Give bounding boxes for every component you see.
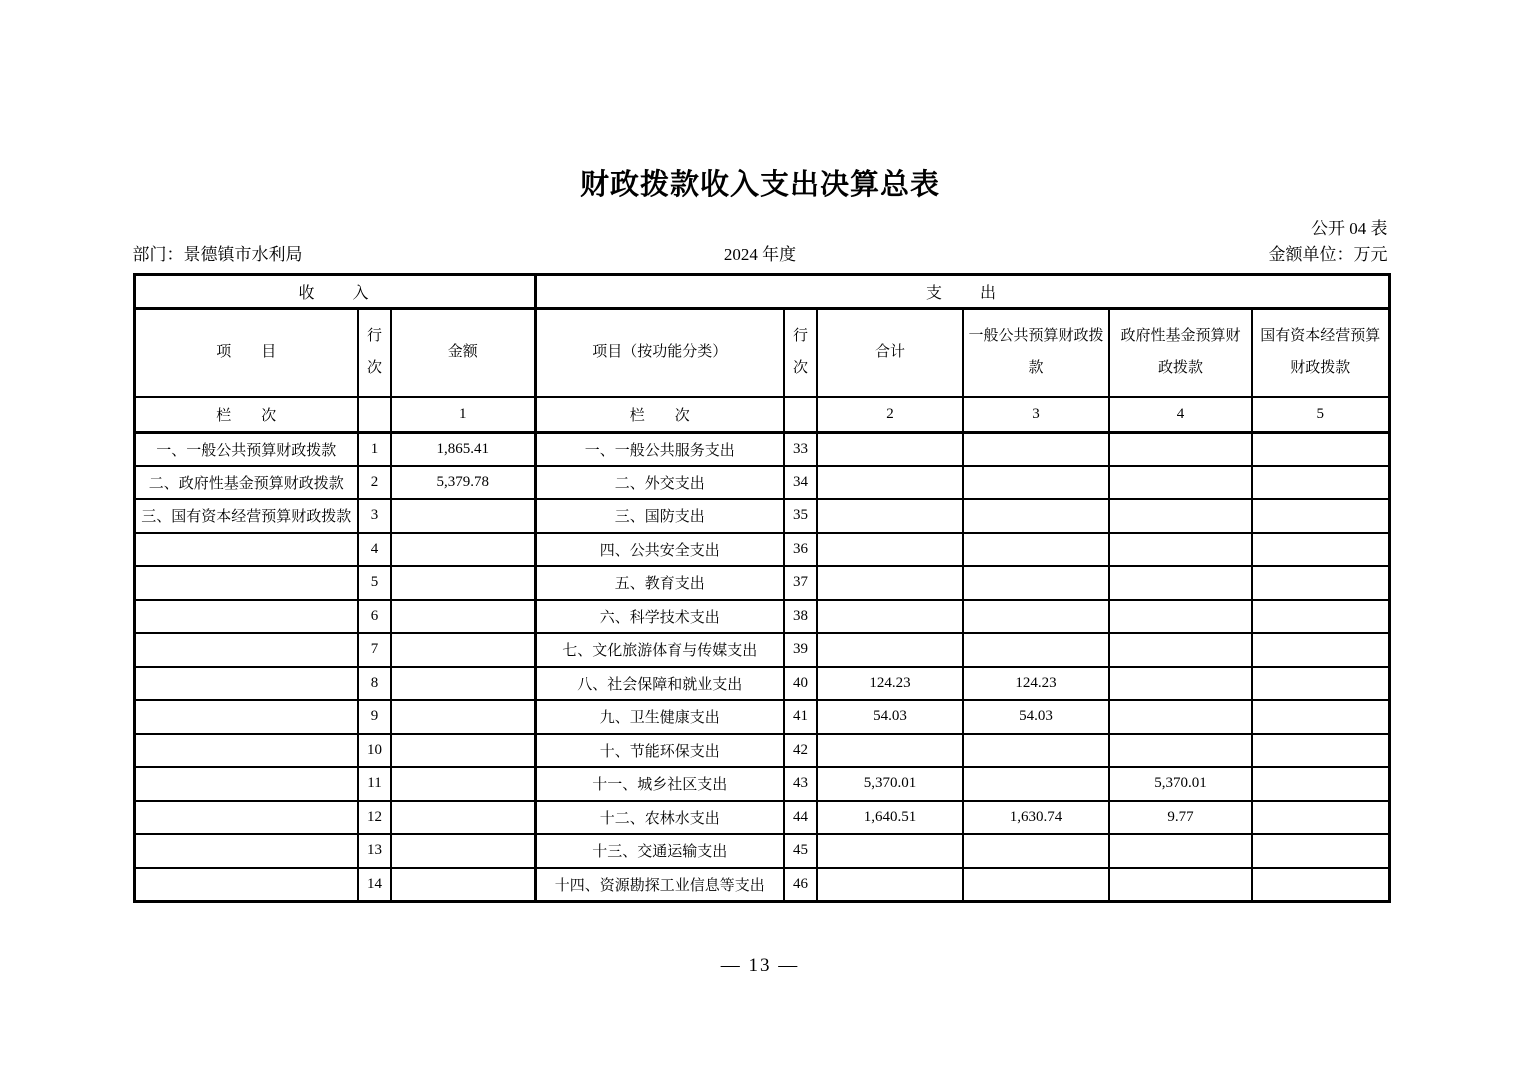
income-amount-cell <box>391 533 535 567</box>
income-item-cell <box>134 600 358 634</box>
expense-line-no-cell: 39 <box>784 633 817 667</box>
general-budget-cell <box>963 868 1109 902</box>
income-amount-cell <box>391 700 535 734</box>
state-capital-cell <box>1252 432 1389 466</box>
income-line-no-cell: 8 <box>358 667 391 701</box>
income-line-no-cell: 12 <box>358 801 391 835</box>
state-capital-cell <box>1252 633 1389 667</box>
table-row <box>134 633 1389 667</box>
table-row <box>134 432 1389 466</box>
expense-item-cell: 十四、资源勘探工业信息等支出 <box>535 868 784 902</box>
income-line-no-cell: 4 <box>358 533 391 567</box>
table-row <box>134 767 1389 801</box>
table-row <box>134 566 1389 600</box>
col-header-general-budget: 一般公共预算财政拨款 <box>963 308 1109 397</box>
general-budget-cell: 1,630.74 <box>963 801 1109 835</box>
income-item-cell <box>134 734 358 768</box>
section-header-row <box>134 274 1389 308</box>
table-row <box>134 700 1389 734</box>
income-line-no-cell: 6 <box>358 600 391 634</box>
column-index-cell: 2 <box>817 397 963 433</box>
total-cell <box>817 834 963 868</box>
state-capital-cell <box>1252 667 1389 701</box>
expense-line-no-cell: 42 <box>784 734 817 768</box>
document-page <box>133 0 1388 977</box>
state-capital-cell <box>1252 466 1389 500</box>
gov-fund-cell <box>1109 566 1252 600</box>
table-code-label: 公开 04 表 <box>1311 219 1388 239</box>
income-line-no-cell: 5 <box>358 566 391 600</box>
expense-item-cell: 十三、交通运输支出 <box>535 834 784 868</box>
income-item-cell <box>134 566 358 600</box>
amount-unit-label: 金额单位：万元 <box>1268 244 1388 264</box>
income-line-no-cell: 2 <box>358 466 391 500</box>
state-capital-cell <box>1252 767 1389 801</box>
table-row <box>134 868 1389 902</box>
gov-fund-cell <box>1109 700 1252 734</box>
income-item-cell <box>134 633 358 667</box>
state-capital-cell <box>1252 834 1389 868</box>
expense-item-cell: 十、节能环保支出 <box>535 734 784 768</box>
expense-item-cell: 二、外交支出 <box>535 466 784 500</box>
table-row <box>134 801 1389 835</box>
column-index-row <box>134 397 1389 433</box>
table-row <box>134 533 1389 567</box>
state-capital-cell <box>1252 868 1389 902</box>
col-header-gov-fund: 政府性基金预算财政拨款 <box>1109 308 1252 397</box>
expense-line-no-cell: 43 <box>784 767 817 801</box>
general-budget-cell <box>963 533 1109 567</box>
total-cell <box>817 466 963 500</box>
income-amount-cell: 5,379.78 <box>391 466 535 500</box>
gov-fund-cell: 5,370.01 <box>1109 767 1252 801</box>
expense-line-no-cell: 35 <box>784 499 817 533</box>
col-header-state-capital: 国有资本经营预算财政拨款 <box>1252 308 1389 397</box>
income-amount-cell <box>391 566 535 600</box>
general-budget-cell <box>963 600 1109 634</box>
income-amount-cell <box>391 600 535 634</box>
gov-fund-cell <box>1109 667 1252 701</box>
income-amount-cell <box>391 801 535 835</box>
expense-item-cell: 六、科学技术支出 <box>535 600 784 634</box>
income-amount-cell <box>391 868 535 902</box>
general-budget-cell <box>963 466 1109 500</box>
expense-item-cell: 四、公共安全支出 <box>535 533 784 567</box>
income-amount-cell <box>391 767 535 801</box>
gov-fund-cell <box>1109 499 1252 533</box>
expense-line-no-cell: 34 <box>784 466 817 500</box>
column-index-cell: 4 <box>1109 397 1252 433</box>
expense-line-no-cell: 38 <box>784 600 817 634</box>
total-cell <box>817 633 963 667</box>
income-item-cell <box>134 533 358 567</box>
expense-item-cell: 十二、农林水支出 <box>535 801 784 835</box>
column-index-cell: 1 <box>391 397 535 433</box>
general-budget-cell <box>963 834 1109 868</box>
fiscal-year-label: 2024 年度 <box>723 244 797 264</box>
col-header-total: 合计 <box>817 308 963 397</box>
gov-fund-cell <box>1109 633 1252 667</box>
table-row <box>134 667 1389 701</box>
col-header-income-item: 项 目 <box>134 308 358 397</box>
general-budget-cell <box>963 734 1109 768</box>
page-title: 财政拨款收入支出决算总表 <box>579 167 940 201</box>
expense-item-cell: 七、文化旅游体育与传媒支出 <box>535 633 784 667</box>
total-cell <box>817 533 963 567</box>
gov-fund-cell <box>1109 734 1252 768</box>
expense-item-cell: 十一、城乡社区支出 <box>535 767 784 801</box>
fiscal-appropriation-table <box>133 273 1391 903</box>
expense-line-no-cell: 33 <box>784 432 817 466</box>
total-cell <box>817 432 963 466</box>
total-cell <box>817 868 963 902</box>
column-index-cell: 3 <box>963 397 1109 433</box>
expense-item-cell: 三、国防支出 <box>535 499 784 533</box>
income-item-cell <box>134 868 358 902</box>
gov-fund-cell <box>1109 834 1252 868</box>
income-item-cell: 三、国有资本经营预算财政拨款 <box>134 499 358 533</box>
income-item-cell: 二、政府性基金预算财政拨款 <box>134 466 358 500</box>
income-item-cell <box>134 801 358 835</box>
column-index-cell: 栏 次 <box>535 397 784 433</box>
state-capital-cell <box>1252 600 1389 634</box>
income-line-no-cell: 13 <box>358 834 391 868</box>
income-line-no-cell: 3 <box>358 499 391 533</box>
general-budget-cell <box>963 633 1109 667</box>
expense-line-no-cell: 41 <box>784 700 817 734</box>
income-item-cell <box>134 834 358 868</box>
column-index-cell: 栏 次 <box>134 397 358 433</box>
column-index-cell: 5 <box>1252 397 1389 433</box>
expense-line-no-cell: 40 <box>784 667 817 701</box>
expense-line-no-cell: 45 <box>784 834 817 868</box>
col-header-expense-item: 项目（按功能分类） <box>535 308 784 397</box>
income-amount-cell <box>391 633 535 667</box>
income-amount-cell: 1,865.41 <box>391 432 535 466</box>
expense-item-cell: 八、社会保障和就业支出 <box>535 667 784 701</box>
gov-fund-cell <box>1109 533 1252 567</box>
table-body <box>134 432 1389 901</box>
total-cell <box>817 499 963 533</box>
general-budget-cell: 124.23 <box>963 667 1109 701</box>
gov-fund-cell <box>1109 600 1252 634</box>
income-section-header: 收 入 <box>134 274 535 308</box>
total-cell: 5,370.01 <box>817 767 963 801</box>
income-amount-cell <box>391 667 535 701</box>
expense-section-header: 支 出 <box>535 274 1389 308</box>
income-line-no-cell: 10 <box>358 734 391 768</box>
general-budget-cell <box>963 499 1109 533</box>
total-cell <box>817 734 963 768</box>
income-item-cell <box>134 767 358 801</box>
expense-item-cell: 五、教育支出 <box>535 566 784 600</box>
gov-fund-cell <box>1109 432 1252 466</box>
income-item-cell <box>134 667 358 701</box>
column-index-cell <box>784 397 817 433</box>
gov-fund-cell: 9.77 <box>1109 801 1252 835</box>
table-row <box>134 600 1389 634</box>
income-line-no-cell: 9 <box>358 700 391 734</box>
income-amount-cell <box>391 834 535 868</box>
gov-fund-cell <box>1109 466 1252 500</box>
income-item-cell: 一、一般公共预算财政拨款 <box>134 432 358 466</box>
expense-item-cell: 一、一般公共服务支出 <box>535 432 784 466</box>
expense-line-no-cell: 46 <box>784 868 817 902</box>
col-header-expense-line-no: 行次 <box>784 308 817 397</box>
state-capital-cell <box>1252 734 1389 768</box>
table-row <box>134 734 1389 768</box>
state-capital-cell <box>1252 801 1389 835</box>
income-line-no-cell: 1 <box>358 432 391 466</box>
col-header-income-line-no: 行次 <box>358 308 391 397</box>
income-amount-cell <box>391 499 535 533</box>
expense-line-no-cell: 37 <box>784 566 817 600</box>
income-line-no-cell: 11 <box>358 767 391 801</box>
general-budget-cell <box>963 566 1109 600</box>
total-cell <box>817 566 963 600</box>
column-index-cell <box>358 397 391 433</box>
total-cell: 54.03 <box>817 700 963 734</box>
state-capital-cell <box>1252 533 1389 567</box>
income-line-no-cell: 14 <box>358 868 391 902</box>
income-line-no-cell: 7 <box>358 633 391 667</box>
expense-line-no-cell: 44 <box>784 801 817 835</box>
general-budget-cell: 54.03 <box>963 700 1109 734</box>
page-number: — 13 — <box>720 954 800 976</box>
general-budget-cell <box>963 432 1109 466</box>
table-row <box>134 466 1389 500</box>
income-amount-cell <box>391 734 535 768</box>
column-header-row <box>134 308 1389 397</box>
income-item-cell <box>134 700 358 734</box>
total-cell <box>817 600 963 634</box>
department-label: 部门：景德镇市水利局 <box>132 244 303 264</box>
general-budget-cell <box>963 767 1109 801</box>
state-capital-cell <box>1252 499 1389 533</box>
total-cell: 124.23 <box>817 667 963 701</box>
state-capital-cell <box>1252 700 1389 734</box>
expense-line-no-cell: 36 <box>784 533 817 567</box>
table-row <box>134 834 1389 868</box>
meta-line <box>133 244 1388 266</box>
gov-fund-cell <box>1109 868 1252 902</box>
table-row <box>134 499 1389 533</box>
total-cell: 1,640.51 <box>817 801 963 835</box>
col-header-amount: 金额 <box>391 308 535 397</box>
state-capital-cell <box>1252 566 1389 600</box>
expense-item-cell: 九、卫生健康支出 <box>535 700 784 734</box>
